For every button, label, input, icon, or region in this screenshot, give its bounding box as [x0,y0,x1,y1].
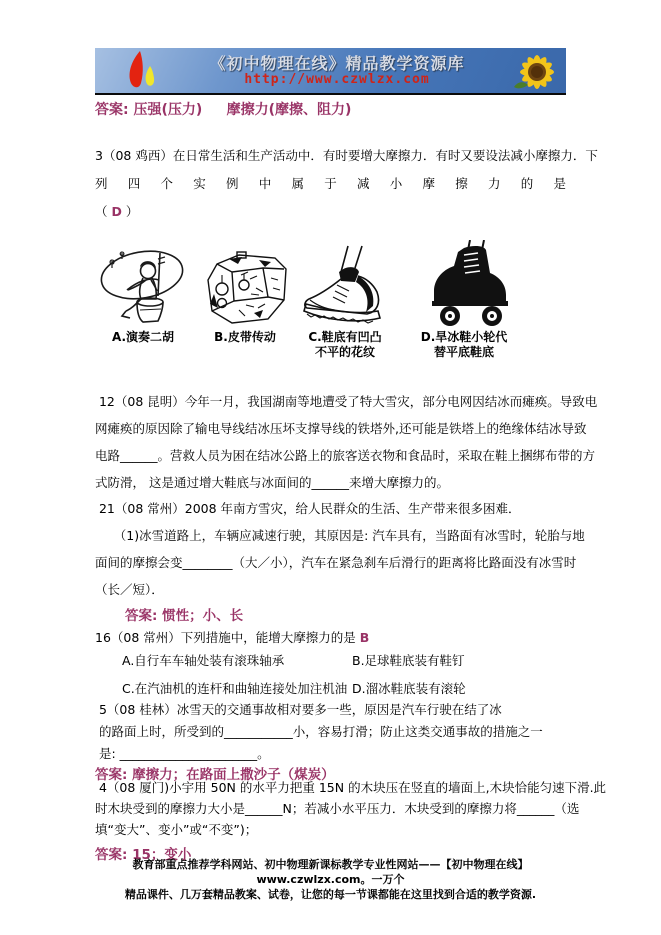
option-c: C.在汽油机的连杆和曲轴连接处加注机油 [122,681,348,696]
figure-d [410,242,518,360]
footer-line-1: 教育部重点推荐学科网站、初中物理新课标教学专业性网站——【初中物理在线】www.czwlzx.com。一万个 [132,858,529,886]
question-12-line-1: 12（08 昆明）今年一月，我国湖南等地遭受了特大雪灾，部分电网因结冰而瘫痪。导致电 [95,394,598,409]
flame-logo-icon [123,50,161,92]
site-banner [95,48,566,95]
question-16-options-row-1 [95,651,566,679]
question-4-line-2: 时木块受到的摩擦力大小是______N；若减小水平压力．木块受到的摩擦力将______（选 [95,801,580,816]
figure-a-label: A.演奏二胡 [111,330,175,344]
option-a: A.自行车车轴处装有滚珠轴承 [122,653,285,668]
question-12 [95,388,598,496]
engine-illustration [197,242,293,330]
figure-b-label: B.皮带传动 [214,330,276,344]
question-5-line-2: 的路面上时，所受到的___________小，容易打滑；防止这类交通事故的措施之一 [95,724,543,739]
question-5-line-1: 5（08 桂林）冰雪天的交通事故相对要多一些，原因是汽车行驶在结了冰 [95,702,502,717]
question-21-line-2: （1)冰雪道路上，车辆应减速行驶，其原因是: 汽车具有，当路面有冰雪时，轮胎与地 [95,528,585,543]
question-5 [95,699,566,785]
option-b: B.足球鞋底装有鞋钉 [352,653,465,668]
figure-c-label-line-2: 不平的花纹 [314,345,375,359]
sneaker-illustration [297,242,393,330]
question-3-line-2: 列四个实例中属于减小摩擦力的是 [95,176,566,191]
figure-c-label-line-1: C.鞋底有凹凸 [308,330,382,344]
page-footer [95,857,566,902]
question-4-line-3: 填“变大”、变小”或“不变”)； [95,822,258,837]
question-5-line-3: 是: ______________________。 [95,746,270,761]
question-4-answer: 答案: 15；变小 [95,847,192,863]
question-5-answer: 答案: 摩擦力；在路面上撒沙子（煤炭） [95,767,335,783]
question-21-line-3: 面间的摩擦会变________（大／小），汽车在紧急刹车后滑行的距离将比路面没有冰雪时 [95,555,577,570]
answer-letter-b: B [359,630,370,645]
figure-d-label-line-2: 替平底鞋底 [433,345,494,359]
question-21-answer: 答案: 惯性；小、长 [125,608,244,624]
question-12-line-2: 网瘫痪的原因除了输电导线结冰压坏支撑导线的铁塔外,还可能是铁塔上的绝缘体结冰导致 [95,421,587,436]
option-d: D.溜冰鞋底装有滚轮 [352,681,466,696]
erhu-illustration [97,242,189,330]
answer-line-pressure-friction [95,99,566,119]
question-3 [95,142,598,226]
question-16-stem-text: 16（08 常州）下列措施中，能增大摩擦力的是 [95,630,360,645]
question-12-line-3: 电路______。营救人员为困在结冰公路上的旅客送衣物和食品时，采取在鞋上捆绑布带的方 [95,448,596,463]
banner-url: http://www.czwlzx.com [244,72,430,87]
footer-line-2: 精品课件、几万套精品教案、试卷，让您的每一节课都能在这里找到合适的教学资源. [124,888,537,901]
figures-row [95,242,566,370]
figure-c [297,242,393,360]
question-21 [95,495,585,630]
answer-letter-d: D [111,204,122,219]
figure-d-label-line-1: D.旱冰鞋小轮代 [420,330,508,344]
figure-a [97,242,189,345]
question-21-line-1: 21（08 常州）2008 年南方雪灾，给人民群众的生活、生产带来很多困难． [95,501,521,516]
question-21-line-4: （长／短）． [95,582,164,597]
answer-text: 答案: 压强(压力) 摩擦力(摩擦、阻力) [95,102,352,118]
answer-paren-close: ） [121,204,139,219]
sunflower-icon [506,51,562,91]
question-3-line-1: 3（08 鸡西）在日常生活和生产活动中．有时要增大摩擦力．有时又要设法减小摩擦力．下 [95,148,598,163]
banner-title: 《初中物理在线》精品教学资源库 [209,54,465,73]
question-3-answer-line [95,198,566,226]
question-4-line-1: 4（08 厦门)小宇用 50N 的水平力把重 15N 的木块压在竖直的墙面上,木块恰能匀速下滑.此 [95,780,607,795]
roller-skate-illustration [410,242,518,330]
answer-paren-open: （ [95,204,112,219]
question-16 [95,624,566,707]
question-4 [95,777,607,840]
question-16-stem [95,624,566,651]
figure-b [197,242,293,345]
question-12-line-4: 式防滑， 这是通过增大鞋底与冰面间的______来增大摩擦力的。 [95,475,449,490]
